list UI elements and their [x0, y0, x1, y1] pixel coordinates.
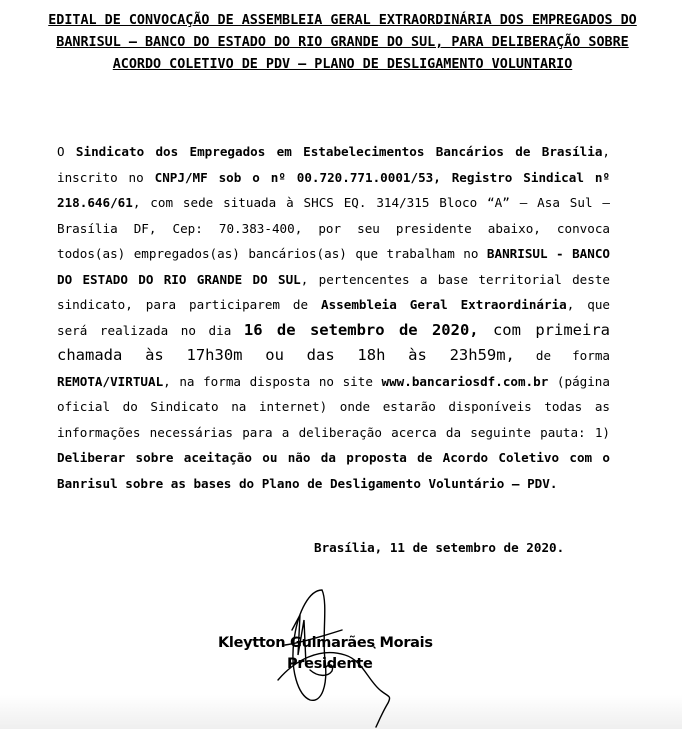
- body-text-segment: , pertencentes a base territorial deste sindicato, para participarem de: [57, 271, 610, 312]
- meeting-mode: REMOTA/VIRTUAL: [57, 373, 164, 389]
- signatory-name: Kleytton Guimarães Morais: [218, 635, 433, 651]
- meeting-date: 16 de setembro de 2020,: [243, 320, 479, 339]
- bank-name: BANRISUL - BANCO DO ESTADO DO RIO GRANDE DO SUL: [57, 246, 610, 287]
- cnpj-registration: CNPJ/MF sob o nº 00.720.771.0001/53, Registro Sindical nº 218.646/61: [57, 169, 610, 210]
- document-title: EDITAL DE CONVOCAÇÃO DE ASSEMBLEIA GERAL EXTRAORDINÁRIA DOS EMPREGADOS DO BANRISUL – BANCO DO ESTADO DO RIO GRANDE DO SUL, PARA DELIBERAÇÃO SOBRE ACORDO COLETIVO DE PDV – PLANO DE DESLIGAMENTO VOLUNTARIO: [48, 13, 637, 72]
- body-text-segment: de forma: [514, 348, 610, 363]
- body-text-segment: , inscrito no: [57, 144, 611, 185]
- agenda-item: Deliberar sobre aceitação ou não da proposta de Acordo Coletivo com o Banrisul sobre as bases do Plano de Desligamento Voluntário – PDV.: [57, 450, 610, 491]
- handwritten-signature: [270, 585, 420, 730]
- body-text-segment: , que será realizada no dia: [57, 297, 610, 338]
- meeting-times: com primeira chamada às 17h30m ou das 18h às 23h59m,: [57, 320, 610, 364]
- document-body: [57, 139, 610, 496]
- signatory-role: Presidente: [287, 656, 373, 672]
- union-name: Sindicato dos Empregados em Estabelecimentos Bancários de Brasília: [75, 144, 603, 159]
- website-link: www.bancariosdf.com.br: [381, 373, 549, 389]
- assembly-name: Assembleia Geral Extraordinária: [321, 297, 567, 312]
- date-line: Brasília, 11 de setembro de 2020.: [314, 540, 565, 555]
- body-text-segment: , na forma disposta no site: [163, 373, 382, 389]
- body-text-segment: (página oficial do Sindicato na internet) onde estarão disponíveis todas as informações necessárias para a deliberação acerca da seguinte pauta: 1): [57, 373, 610, 440]
- body-text-segment: , com sede situada à SHCS EQ. 314/315 Bloco “A” – Asa Sul – Brasília DF, Cep: 70.383-400, por seu presidente abaixo, convoca todos(as) empregados(as) bancários(as) que trabalham no: [57, 195, 610, 261]
- body-text-segment: O: [57, 144, 76, 159]
